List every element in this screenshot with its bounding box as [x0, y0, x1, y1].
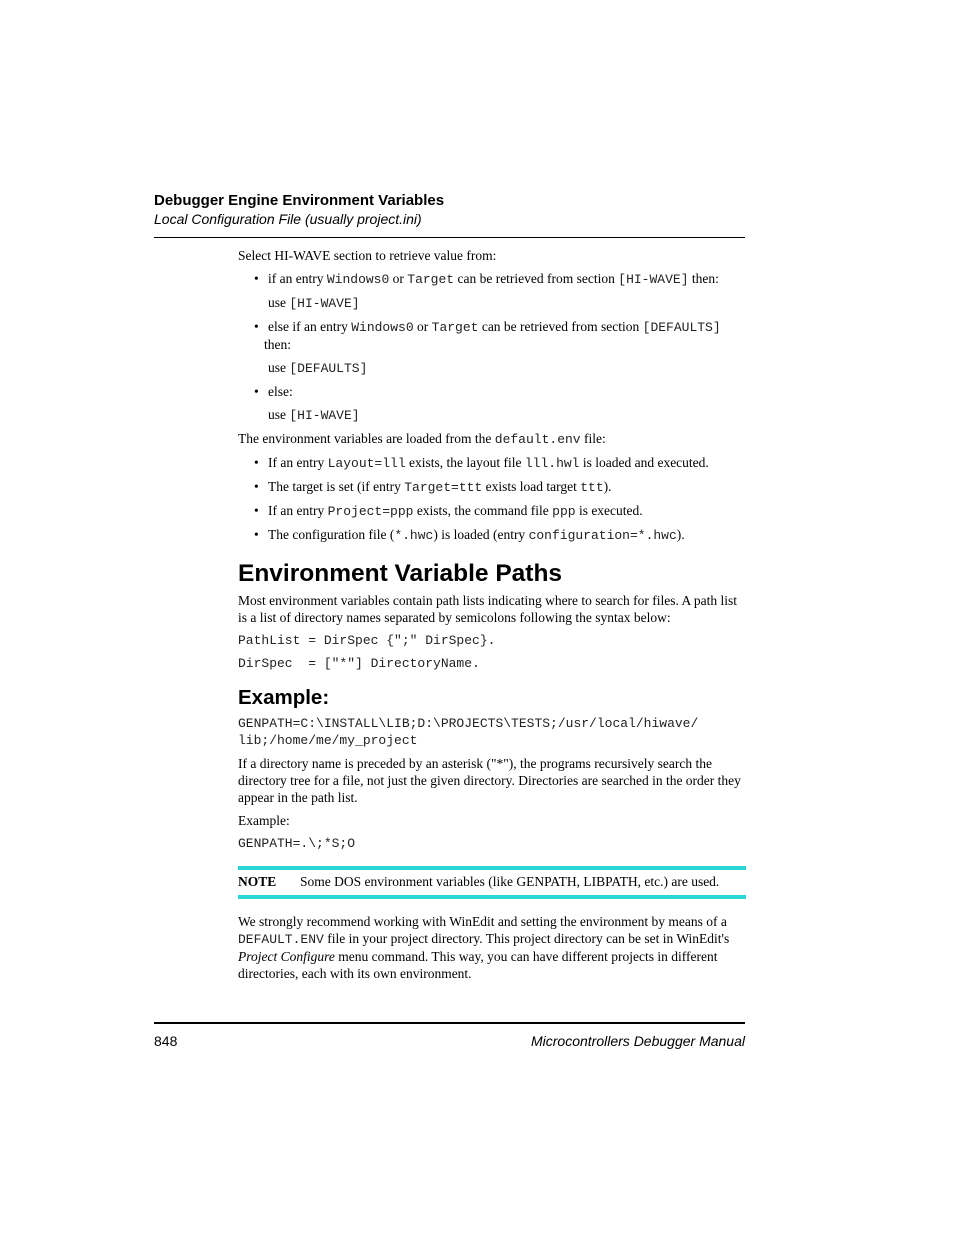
- running-header-subtitle: Local Configuration File (usually project.ini): [154, 211, 422, 227]
- list-item: • If an entry Project=ppp exists, the command file ppp is executed.: [238, 502, 746, 520]
- use-line: use [HI-WAVE]: [268, 295, 360, 311]
- section-bullet-list: [238, 270, 746, 288]
- closing-paragraph: We strongly recommend working with WinEdit and setting the environment by means of a DEFAULT.ENV file in your project directory. This project directory can be set in WinEdit's Project Configure menu command. This way, you can have different projects in different directories, each with its own environment.: [238, 914, 730, 981]
- running-header-title: Debugger Engine Environment Variables: [154, 192, 445, 209]
- note-text: Some DOS environment variables (like GENPATH, LIBPATH, etc.) are used.: [300, 874, 720, 889]
- note-label: NOTE: [238, 874, 277, 889]
- example-label: Example:: [238, 813, 290, 828]
- list-item: • else:: [238, 383, 746, 400]
- example-paragraph: If a directory name is preceded by an asterisk ("*"), the programs recursively search the directory tree for a file, not just the given directory. Directories are searched in the order they appear in the path list.: [238, 756, 741, 805]
- list-item: • The target is set (if entry Target=ttt exists load target ttt).: [238, 478, 746, 496]
- footer-rule: [154, 1022, 745, 1024]
- loaded-text: The environment variables are loaded from the default.env file:: [238, 431, 606, 447]
- list-item: • if an entry Windows0 or Target can be retrieved from section [HI-WAVE] then:: [238, 270, 746, 288]
- load-bullet-list: [238, 454, 746, 544]
- code-line: PathList = DirSpec {";" DirSpec}.: [238, 633, 496, 648]
- list-item: • If an entry Layout=lll exists, the layout file lll.hwl is loaded and executed.: [238, 454, 746, 472]
- list-item: • The configuration file (*.hwc) is loaded (entry configuration=*.hwc).: [238, 526, 746, 544]
- section-bullet-list-3: [238, 383, 746, 400]
- code-block: GENPATH=C:\INSTALL\LIB;D:\PROJECTS\TESTS;/usr/local/hiwave/ lib;/home/me/my_project: [238, 716, 699, 748]
- paths-paragraph: Most environment variables contain path lists indicating where to search for files. A path list is a list of directory names separated by semicolons following the syntax below:: [238, 593, 738, 625]
- page-number: 848: [154, 1033, 178, 1049]
- use-line: use [DEFAULTS]: [268, 360, 368, 376]
- intro-text: Select HI-WAVE section to retrieve value from:: [238, 248, 497, 263]
- example-heading: Example:: [238, 686, 330, 709]
- code-line: DirSpec = ["*"] DirectoryName.: [238, 656, 480, 671]
- code-line: GENPATH=.\;*S;O: [238, 836, 356, 851]
- section-bullet-list-2: [238, 318, 746, 353]
- manual-title: Microcontrollers Debugger Manual: [531, 1033, 745, 1049]
- section-heading: Environment Variable Paths: [238, 560, 563, 587]
- use-line: use [HI-WAVE]: [268, 407, 360, 423]
- page-body: [238, 247, 746, 988]
- list-item: • else if an entry Windows0 or Target can be retrieved from section [DEFAULTS] then:: [238, 318, 746, 353]
- note-box: [238, 866, 746, 899]
- header-rule: [154, 237, 745, 238]
